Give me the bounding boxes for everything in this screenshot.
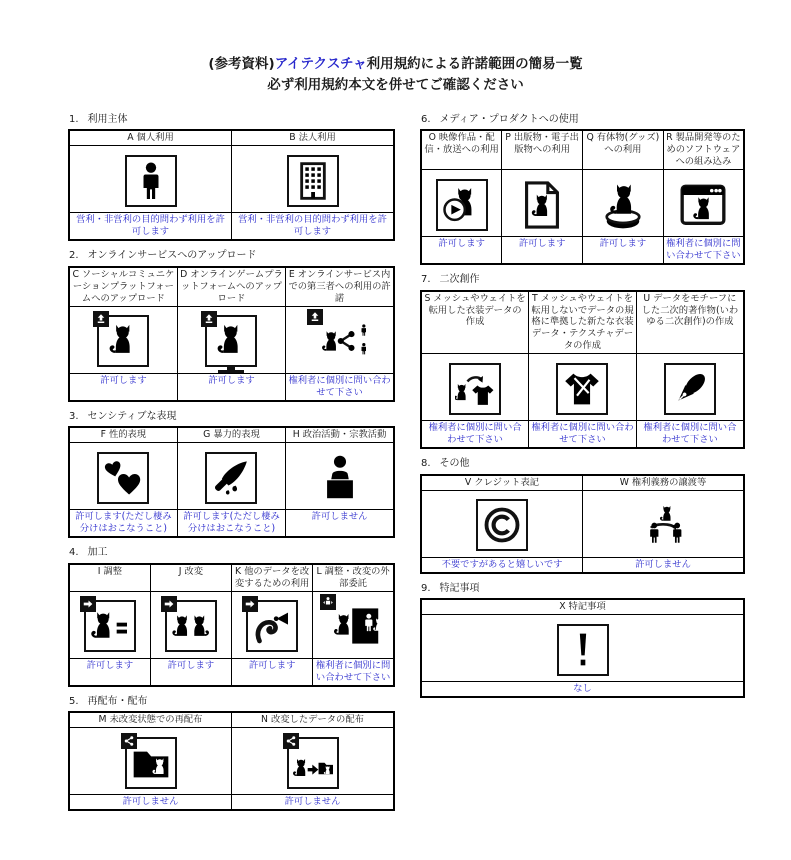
cell-icon-e [286,306,394,373]
section-table [68,563,395,687]
cell-status-r: 権利者に個別に問い合わせて下さい [663,237,744,265]
cell-icon-x [421,615,744,682]
section-table [420,290,745,450]
section-sensitive-expression [68,411,395,539]
cell-icon-q [583,170,664,237]
pictogram-frame [664,363,716,415]
cell-status-d: 許可します [177,373,285,401]
document-title-block [0,0,791,96]
cell-icon-k [232,591,313,658]
section-table [420,598,745,698]
cell-status-h: 許可しません [286,510,394,538]
modify-other-data-icon [252,606,292,646]
cell-status-l: 権利者に個別に問い合わせて下さい [313,658,394,686]
pictogram-frame [205,315,257,367]
pictogram-frame [84,600,136,652]
section-heading: 7. 二次創作 [421,274,480,286]
cell-label-i: I 調整 [69,564,150,591]
upload-game-monitor-icon [211,321,251,361]
section-special-notes [420,583,745,698]
page-title [0,54,791,75]
adjust-cat-icon [90,606,130,646]
outsource-badge-icon [320,594,336,610]
costume-reuse-icon [455,369,495,409]
cell-label-k: K 他のデータを改変するための利用 [232,564,313,591]
content-columns [68,114,791,820]
pictogram-frame [557,624,609,676]
cell-label-x: X 特記事項 [421,599,744,614]
hearts-icon [103,458,143,498]
modify-arrow-badge-icon [161,596,177,612]
cell-label-e: E オンラインサービス内での第三者への利用の許諾 [286,267,394,306]
cell-status-u: 権利者に個別に問い合わせて下さい [636,421,744,449]
cell-icon-m [69,728,232,795]
cell-icon-a [69,146,232,213]
cell-status-p: 許可します [502,237,583,265]
pictogram [313,315,367,367]
cell-label-p: P 出版物・電子出版物への利用 [502,130,583,169]
cell-label-s: S メッシュやウェイトを転用した衣装データの作成 [421,291,529,354]
pictogram [636,499,690,551]
pictogram-frame [97,452,149,504]
cell-icon-l [313,591,394,658]
cell-label-w: W 権利義務の譲渡等 [583,475,745,490]
cell-label-a: A 個人利用 [69,130,232,145]
building-icon [293,161,333,201]
share-badge-icon [283,733,299,749]
upload-badge-icon [201,311,217,327]
section-derivative-works [420,274,745,449]
right-column [420,114,745,820]
outsourcing-icon [327,607,379,645]
costume-new-icon [562,369,602,409]
pictogram-frame [125,737,177,789]
section-heading: 3. センシティブな表現 [69,410,177,422]
share-modified-data-icon [293,743,333,783]
upload-badge-icon [93,311,109,327]
cell-icon-u [636,354,744,421]
upload-cat-icon [103,321,143,361]
cell-label-b: B 法人利用 [232,130,395,145]
cell-status-m: 許可しません [69,795,232,811]
title-suffix: 利用規約による許諾範囲の簡易一覧 [366,56,583,72]
cell-status-i: 許可します [69,658,150,686]
cell-icon-p [502,170,583,237]
cell-status-b: 営利・非営利の目的問わず利用を許可します [232,213,395,241]
goods-figurine-icon [597,180,649,230]
section-heading: 6. メディア・プロダクトへの使用 [421,113,579,125]
cell-icon-n [232,728,395,795]
cell-label-v: V クレジット表記 [421,475,583,490]
cell-label-d: D オンラインゲームプラットフォームへのアップロード [177,267,285,306]
cell-label-h: H 政治活動・宗教活動 [286,427,394,442]
pictogram-frame [97,315,149,367]
cell-label-t: T メッシュやウェイトを転用しないでデータの規格に準拠した新たな衣装データ・テクスチャデータの作成 [529,291,637,354]
pictogram-frame [476,499,528,551]
pictogram [515,179,569,231]
cell-label-o: O 映像作品・配信・放送への利用 [421,130,502,169]
person-icon [131,161,171,201]
modify-arrow-badge-icon [242,596,258,612]
pictogram [313,452,367,504]
upload-badge-icon [307,309,323,325]
modify-arrow-badge-icon [80,596,96,612]
section-online-upload [68,250,395,401]
section-processing [68,547,395,686]
pictogram-frame [449,363,501,415]
cell-icon-g [177,443,285,510]
cell-icon-t [529,354,637,421]
pictogram-frame [436,179,488,231]
cell-icon-d [177,306,285,373]
section-heading: 8. その他 [421,458,470,470]
section-table [68,129,395,241]
cell-label-u: U データをモチーフにした二次的著作物(いわゆる二次創作)の作成 [636,291,744,354]
left-column [68,114,395,820]
cell-icon-r [663,170,744,237]
cell-status-n: 許可しません [232,795,395,811]
section-usage-entity [68,114,395,242]
share-folder-cat-icon [131,743,171,783]
cell-icon-s [421,354,529,421]
cell-status-v: 不要ですがあると嬉しいです [421,557,583,573]
pictogram-frame [205,452,257,504]
cell-icon-j [150,591,231,658]
cell-icon-f [69,443,177,510]
cell-label-c: C ソーシャルコミュニケーションプラットフォームへのアップロード [69,267,177,306]
pictogram [676,179,730,231]
modify-cats-icon [171,606,211,646]
title-brand: アイテクスチャ [274,56,367,72]
cell-label-f: F 性的表現 [69,427,177,442]
cell-status-e: 権利者に個別に問い合わせて下さい [286,373,394,401]
section-heading: 9. 特記事項 [421,582,480,594]
pen-nib-icon [670,369,710,409]
pictogram-frame [287,737,339,789]
video-play-cat-icon [442,185,482,225]
cell-label-l: L 調整・改変の外部委託 [313,564,394,591]
cell-icon-h [286,443,394,510]
section-heading: 2. オンラインサービスへのアップロード [69,250,257,262]
cell-label-q: Q 有体物(グッズ)への利用 [583,130,664,169]
publication-page-cat-icon [516,180,568,230]
section-table [68,266,395,402]
cell-status-a: 営利・非営利の目的問わず利用を許可します [69,213,232,241]
section-heading: 1. 利用主体 [69,113,128,125]
section-table [420,129,745,265]
cell-status-g: 許可します(ただし棲み分けはおこなうこと) [177,510,285,538]
cell-label-m: M 未改変状態での再配布 [69,712,232,727]
section-table [68,711,395,811]
cell-status-o: 許可します [421,237,502,265]
section-other [420,458,745,573]
cell-status-t: 権利者に個別に問い合わせて下さい [529,421,637,449]
cell-icon-c [69,306,177,373]
knife-icon [211,458,251,498]
section-table [420,474,745,574]
exclamation-icon [563,630,603,670]
cell-label-g: G 暴力的表現 [177,427,285,442]
cell-status-c: 許可します [69,373,177,401]
cell-status-x: なし [421,682,744,698]
pictogram-frame [125,155,177,207]
pictogram-frame [165,600,217,652]
pictogram-frame [556,363,608,415]
software-window-cat-icon [677,180,729,230]
pictogram [326,600,380,652]
section-media-product [420,114,745,265]
section-heading: 5. 再配布・配布 [69,695,148,707]
cell-icon-i [69,591,150,658]
podium-speech-icon [314,453,366,503]
copyright-icon [482,505,522,545]
cell-label-n: N 改変したデータの配布 [232,712,395,727]
pictogram [596,179,650,231]
cell-status-q: 許可します [583,237,664,265]
cell-icon-w [583,490,745,557]
section-table [68,426,395,538]
cell-status-w: 許可しません [583,557,745,573]
section-redistribution [68,696,395,811]
cell-status-f: 許可します(ただし棲み分けはおこなうこと) [69,510,177,538]
cell-label-r: R 製品開発等のためのソフトウェアへの組み込み [663,130,744,169]
cell-status-s: 権利者に個別に問い合わせて下さい [421,421,529,449]
share-badge-icon [121,733,137,749]
upload-third-party-share-icon [314,322,366,360]
cell-icon-b [232,146,395,213]
title-prefix: (参考資料) [208,56,275,72]
pictogram-frame [246,600,298,652]
cell-status-k: 許可します [232,658,313,686]
section-heading: 4. 加工 [69,547,108,559]
cell-icon-o [421,170,502,237]
cell-label-j: J 改変 [150,564,231,591]
rights-transfer-icon [637,506,689,544]
cell-status-j: 許可します [150,658,231,686]
cell-icon-v [421,490,583,557]
pictogram-frame [287,155,339,207]
page-subtitle: 必ず利用規約本文を併せてご確認ください [267,76,524,93]
